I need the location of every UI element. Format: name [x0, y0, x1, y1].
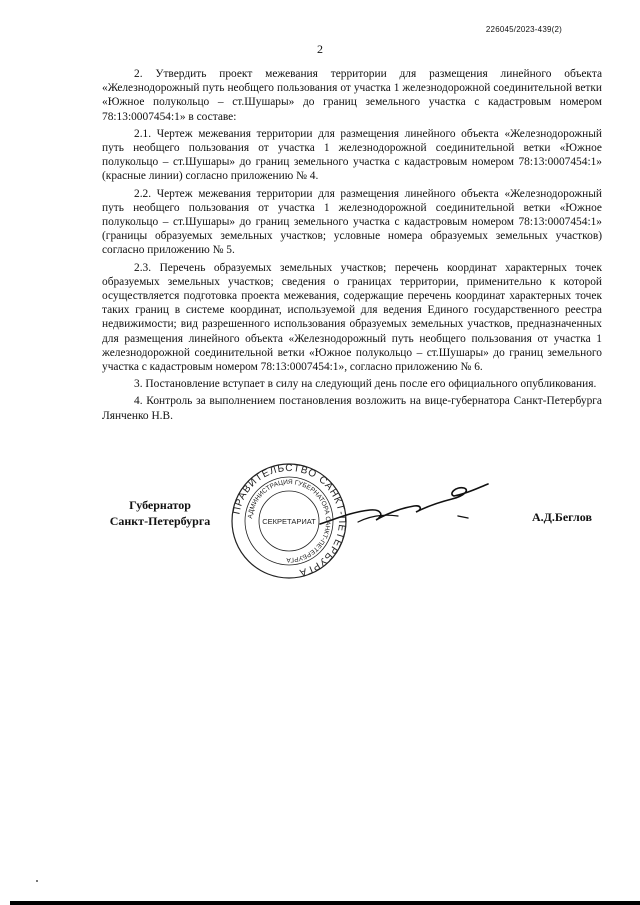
svg-text:СЕКРЕТАРИАТ: СЕКРЕТАРИАТ [262, 517, 316, 526]
document-number: 226045/2023-439(2) [485, 25, 562, 34]
paragraph-4: 4. Контроль за выполнением постановления возложить на вице-губернатора Санкт-Петербурга Лянченко Н.В. [102, 395, 602, 422]
signatory-name: А.Д.Беглов [532, 510, 592, 524]
paragraph-3: 3. Постановление вступает в силу на следующий день после его официального опубликования. [134, 378, 597, 391]
paragraph-2-2: 2.2. Чертеж межевания территории для размещения линейного объекта «Железнодорожный путь необщего пользования от участка 1 железнодорожной соединительной ветки «Южное полукольцо – ст.Шушары» до границ земельного участка с кадастровым номером 78:13:0007454:1» (границы образуемых земельных участков; условные номера образуемых земельных участков) согласно приложению № 5. [102, 187, 602, 257]
svg-text:ПРАВИТЕЛЬСТВО САНКТ-ПЕТЕРБУРГА: ПРАВИТЕЛЬСТВО САНКТ-ПЕТЕРБУРГА [231, 462, 348, 579]
document-body [102, 67, 602, 426]
scan-speck [36, 880, 38, 882]
paragraph-2-1: 2.1. Чертеж межевания территории для размещения линейного объекта «Железнодорожный путь необщего пользования от участка 1 железнодорожной соединительной ветки «Южное полукольцо – ст.Шушары» до границ земельного участка с кадастровым номером 78:13:0007454:1» (красные линии) согласно приложению № 4. [102, 127, 602, 183]
signatory-title-line-2: Санкт-Петербурга [109, 514, 211, 528]
paragraph-2-3: 2.3. Перечень образуемых земельных участков; перечень координат характерных точек образуемых земельных участков; сведения о границах территории, применительно к которой осуществляется подготовка проекта межевания, содержащие перечень координат характерных точек таких границ в системе координат, используемой для ведения Единого государственного реестра недвижимости; вид разрешенного использования образуемых земельных участков, предназначенных для размещения линейного объекта «Железнодорожный путь необщего пользования от участка 1 железнодорожной соединительной ветки «Южное полукольцо – ст.Шушары» до границ земельного участка с кадастровым номером 78:13:0007454:1», согласно приложению № 6. [102, 261, 602, 374]
svg-text:АДМИНИСТРАЦИЯ ГУБЕРНАТОРА САНК: АДМИНИСТРАЦИЯ ГУБЕРНАТОРА САНКТ-ПЕТЕРБУРГА [247, 478, 332, 564]
scan-bottom-edge [10, 901, 640, 905]
signatory-title [100, 497, 220, 529]
page-number: 2 [317, 42, 323, 56]
paragraph-2: 2. Утвердить проект межевания территории для размещения линейного объекта «Железнодорожный путь необщего пользования от участка 1 железнодорожной соединительной ветки «Южное полукольцо – ст.Шушары» до границ земельного участка с кадастровым номером 78:13:0007454:1» в составе: [102, 68, 602, 123]
handwritten-signature [318, 472, 498, 542]
signatory-title-line-1: Губернатор [129, 498, 191, 512]
